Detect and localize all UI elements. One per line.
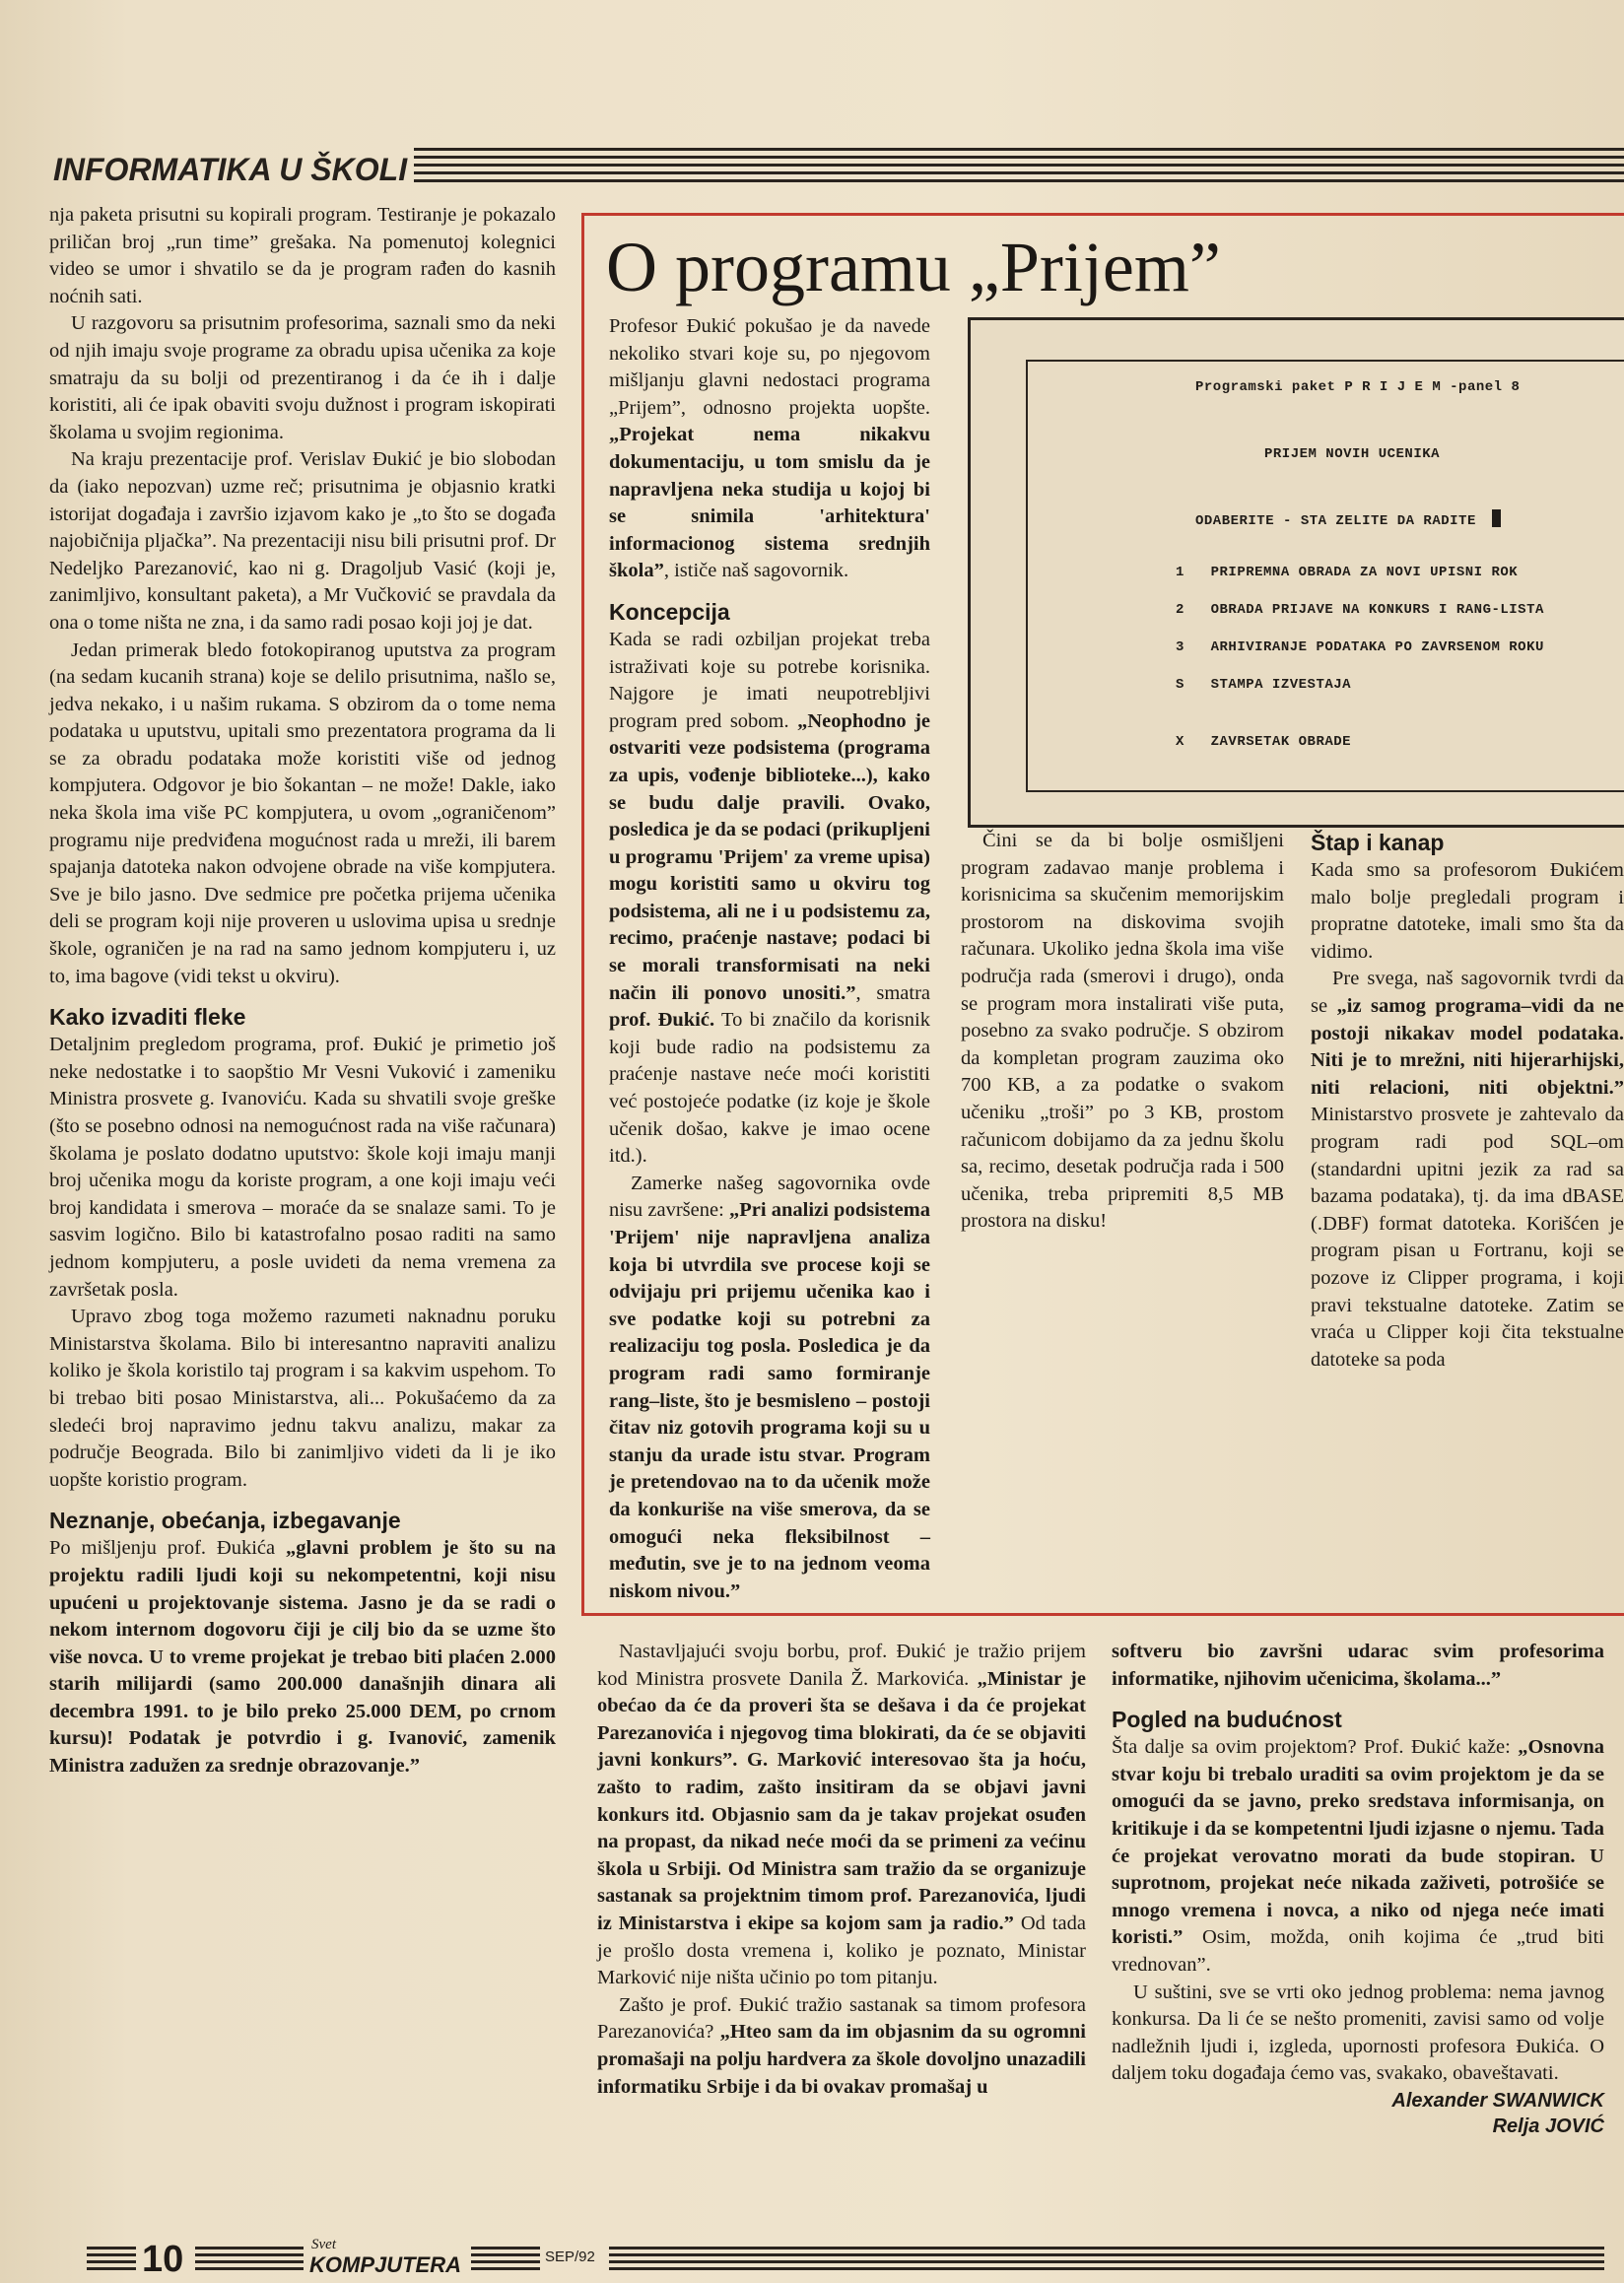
screen-header: Programski paket P R I J E M -panel 8 [1195,379,1521,395]
box-column-2 [961,828,1284,1236]
quote: „Ministar je obećao da će da proveri šta se dešava i da će projekat Parezanovića i njegovog tima blokirati, da će se objaviti javni konkurs”. G. Marković interesovao šta ja hoću, zašto to radim, zašto insitiram da se objavi javni konkurs itd. Objasnio sam da je takav projekat osuđen na propast, da nikad neće moći da se primeni za većinu škola u Srbiji. Od Ministra sam tražio da se organizuje sastanak sa projektnim timom prof. Parezanovića, ljudi iz Ministarstva i ekipe sa kojom sam ja radio.” [597,1667,1086,1934]
program-screenshot [968,317,1624,828]
paragraph: Jedan primerak bledo fotokopiranog uputstva za program (na sedam kucanih strana) koje se delilo prisutnima, našlo se, jedva nekako, i u našim rukama. S obzirom da o tome nema podataka u uputstvu, upitali smo prezentatora programa da li se za obradu podataka može koristiti više od jednog kompjutera. Odgovor je bio šokantan – ne može! Dakle, iako neka škola ima više PC kompjutera, u ovom „ograničenom” programu nije predviđena mogućnost rada u mreži, ili barem spajanja datoteka nakon odvojene obrade na više kompjutera. Sve je bilo jasno. Dve sedmice pre početka prijema učenika deli se program koji nije proveren u uslovima upisa u srednje škole, ograničen je na rad na samo jednom kompjuteru i, uz to, ima bagove (vidi tekst u okviru). [49,638,556,987]
author-signature: Alexander SWANWICK [1391,2089,1604,2112]
paragraph [609,313,930,585]
quote: „Osnovna stvar koju bi trebalo uraditi sa ovim projektom je da se omogući da se javno, preko sredstava informisanja, on kritikuje i da se kompetentni ljudi izjasne o njemu. Tada će projekat verovatno morati da bude stopiran. U suprotnom, projekat neće nikada zaživeti, potrošiće se mnogo vremena i novca, a niko od njega neće imati koristi.” [1112,1736,1604,1949]
page-footer [47,2237,1604,2280]
footer-rules [471,2247,540,2276]
paragraph: nja paketa prisutni su kopirali program. Testiranje je pokazalo priličan broj „run time” grešaka. Na pomenutoj kolegnici video se umor i shvatilo se da je program rađen do kasnih noćnih sati. [49,204,556,307]
menu-item [1176,639,1544,655]
paragraph: Kada smo sa profesorom Đukićem malo bolje pregledali program i propratne datoteke, imali smo šta da vidimo. [1311,859,1624,963]
menu-label: OBRADA PRIJAVE NA KONKURS I RANG-LISTA [1210,602,1544,618]
menu-key: S [1176,677,1184,693]
text-run: Kada se radi ozbiljan projekat treba istraživati koje su potrebe korisnika. Najgore je imati neupotrebljivi program pred sobom. [609,628,930,732]
quote: „Pri analizi podsistema 'Prijem' nije napravljena analiza koja bi utvrdila sve procese koji se odvijaju pri prijemu učenika kao i sve podatke koji su potrebni za realizaciju tog posla. Posledica je da program radi samo formiranje rang–liste, što je besmisleno – postoji čitav niz gotovih programa koji su u stanju da urade istu stvar. Program je pretendovao na to da učenik može da konkuriše na više smerova, da se omogući neka fleksibilnost – međutin, sve je to na jednom veoma niskom nivou.” [609,1199,930,1602]
paragraph [597,1992,1086,2101]
paragraph: softveru bio završni udarac svim profesorima informatike, njihovim učenicima, školama...” [1112,1641,1604,1690]
box-title: O programu „Prijem” [606,228,1221,306]
bottom-column-1 [597,1639,1086,2101]
paragraph: Detaljnim pregledom programa, prof. Đukić je primetio još neke nedostatke i to saopštio Mr Vesni Vuković i zameniku Ministra prosvete g. Ivanoviću. Kada su shvatili svoje greške (što se posebno odnosi na nemogućnost rada na više računara) školama je poslato dodatno uputstvo: škole koji imaju manji broj učenika mogu da koriste program, a one koji imaju veći broj kandidata i smerova – moraće da se snalaze sami. To je sasvim logično. Bilo bi katastrofalno posao raditi na samo jednom kompjuteru, a posle uvideti da nema vremena za završetak posla. [49,1034,556,1301]
left-column [49,202,556,1780]
subheading: Štap i kanap [1311,830,1445,855]
text-run: To bi značilo da korisnik koji bude radio na podsistemu za praćenje nastave neće moći koristiti već postojeće podatke (iz koje je škole učenik došao, kakve je imao ocene itd.). [609,1009,930,1168]
quote: „Neophodno je ostvariti veze podsistema (programa za upis, vođenje biblioteke...), kako se budu dalje pravili. Ovako, posledica je da se podaci (prikupljeni u programu 'Prijem' za vreme upisa) mogu koristiti samo u okviru tog podsistema, ali ne i u podsistemu za, recimo, praćenje nastave; podaci bi se morali transformisati na neki način ili ponovo unositi.” [609,709,930,1004]
menu-key: 1 [1176,565,1184,580]
text-run: Ministarstvo prosvete je zahtevalo da program radi pod SQL–om (standardni upitni jezik za rad sa bazama podataka), tj. da ima dBASE (.DBF) format datoteka. Korišćen je program pisan u Fortranu, koji se pozove iz Clipper programa, i koji pravi tekstualne datoteke. Zatim se vraća u Clipper koji čita tekstualne datoteke sa poda [1311,1104,1624,1371]
menu-label: ZAVRSETAK OBRADE [1210,734,1352,750]
subheading: Pogled na budućnost [1112,1707,1342,1733]
menu-label: PRIPREMNA OBRADA ZA NOVI UPISNI ROK [1210,565,1519,580]
paragraph [609,627,930,1171]
screen-subtitle: PRIJEM NOVIH UCENIKA [1264,446,1441,462]
quote: „iz samog programa–vidi da ne postoji nikakav model podataka. Niti je to mrežni, niti hijerarhijski, niti relacioni, niti objektni.” [1311,994,1624,1099]
text-run: , ističe naš sagovornik. [663,560,849,582]
text-run: Profesor Đukić pokušao je da navede nekoliko stvari koje su, po njegovom mišljanju glavni nedostaci programa „Prijem”, odnosno projekta uopšte. [609,315,930,419]
box-column-3 [1311,828,1624,1374]
quote: „glavni problem je što su na projektu radili ljudi koji su nekompetentni, koji nisu upućeni u projektovanje sistema. Jasno je da se radi o nekom internom dogovoru čiji je cilj bio da se uzme što više novca. U to vreme projekat je trebao biti plaćen 2.000 starih milijardi (samo 200.000 današnjih dinara ali decembra 1991. to je bilo preko 25.000 DEM, po crnom kursu)! Podatak je potvrdio i g. Ivanović, zamenik Ministra zadužen za srednje obrazovanje.” [49,1537,556,1778]
magazine-logo-top: Svet [311,2237,336,2252]
text-run: Šta dalje sa ovim projektom? Prof. Đukić kaže: [1112,1736,1519,1759]
menu-key: 2 [1176,602,1184,618]
magazine-name: KOMPJUTERA [309,2252,462,2277]
menu-item [1176,602,1544,618]
menu-item [1176,734,1351,750]
footer-rules [195,2247,304,2276]
text-run: Pre svega, naš sagovornik tvrdi da se [1311,968,1624,1017]
footer-rules [87,2247,136,2276]
subheading: Kako izvaditi fleke [49,1004,246,1031]
section-header [47,148,1585,191]
text-run: , smatra [855,981,930,1004]
author-signature: Relja JOVIĆ [1492,2115,1604,2137]
paragraph [597,1639,1086,1992]
prompt-text: ODABERITE - STA ZELITE DA RADITE [1195,513,1476,529]
text-run: Zamerke našeg sagovornika ovde nisu završene: [609,1172,930,1222]
page-number: 10 [142,2239,184,2280]
menu-key: 3 [1176,639,1184,655]
subheading: Koncepcija [609,598,730,625]
menu-label: ARHIVIRANJE PODATAKA PO ZAVRSENOM ROKU [1210,639,1544,655]
paragraph: U razgovoru sa prisutnim profesorima, saznali smo da neki od njih imaju svoje programe za obradu upisa učenika za koje smatraju da su bolji od prezentiranog i da će ih i dalje koristiti, ali će ipak obaviti svoju dužnost i program iskopirati školama u svojim regionima. [49,312,556,443]
text-run: Po mišljenju prof. Đukića [49,1537,287,1560]
menu-label: STAMPA IZVESTAJA [1210,677,1352,693]
menu-key: X [1176,734,1184,750]
paragraph: Na kraju prezentacije prof. Verislav Đukić je bio slobodan da (iako nepozvan) uzme reč; prisutnima je objasnio kratki istorijat događaja i završio izjavom kako je „to što se događa najobičnija pljačka”. Na prezentaciji nisu bili prisutni prof. Dr Nedeljko Parezanović, kao ni g. Dragoljub Vasić (koji je, zanimljivo, konsultant paketa), a Mr Vučković se pravdala da ona o tome ništa ne zna, i da samo radi posao koji joj je dat. [49,448,556,634]
paragraph [1311,966,1624,1374]
cursor-icon [1492,509,1501,527]
footer-rules [609,2247,1604,2276]
text-run: Osim, možda, onih kojima će „trud biti vrednovan”. [1112,1926,1604,1976]
menu-item [1176,565,1518,580]
bottom-column-2 [1112,1639,1604,2139]
paragraph [609,1171,930,1606]
text-run: Od tada je prošlo dosta vremena i, koliko je poznato, Ministar Marković nije ništa učinio po tom pitanju. [597,1912,1086,1989]
quote: „Hteo sam da im objasnim da su ogromni promašaji na polju hardvera za škole dovoljno unazadili informatiku Srbije i da bi ovakav promašaj u [597,2021,1086,2098]
menu-item [1176,677,1351,693]
text-run: Nastavljajući svoju borbu, prof. Đukić je tražio prijem kod Ministra prosvete Danila Ž. Markovića. [597,1641,1086,1690]
box-column-1 [609,313,930,1605]
section-title: INFORMATIKA U ŠKOLI [53,152,408,187]
text-run: prof. Đukić. [609,1009,715,1032]
paragraph: Upravo zbog toga možemo razumeti naknadnu poruku Ministarstva školama. Bilo bi interesantno napraviti analizu koliko je škola koristilo taj program i sa kakvim uspehom. To bi trebao biti posao Ministarstva, ali... Pokušaćemo da za sledeći broj napravimo jednu takvu analizu, makar za područje Beograda. Bilo bi zanimljivo videti da li je iko uopšte koristio program. [49,1306,556,1491]
header-rules [414,148,1624,191]
quote: „Projekat nema nikakvu dokumentaciju, u tom smislu da je napravljena neka studija u kojoj bi se snimila 'arhitektura' informacionog sistema srednjih škola” [609,424,930,582]
text-run: Zašto je prof. Đukić tražio sastanak sa timom profesora Parezanovića? [597,1993,1086,2044]
screen-prompt [1195,509,1501,529]
subheading: Neznanje, obećanja, izbegavanje [49,1508,401,1534]
paragraph [49,1535,556,1779]
paragraph [1112,1734,1604,1979]
paragraph: U suštini, sve se vrti oko jednog problema: nema javnog konkursa. Da li će se nešto promeniti, zavisi samo od volje nadležnih ljudi i, izgleda, upornosti profesora Đukića. O daljem toku događaja ćemo vas, svakako, obaveštavati. [1112,1981,1604,2085]
issue-date: SEP/92 [545,2249,595,2265]
paragraph: Čini se da bi bolje osmišljeni program zadavao manje problema i korisnicima sa skučenim memorijskim prostorom na diskovima svojih računara. Ukoliko jedna škola ima više područja rada (smerovi i drugo), onda se program mora instalirati više puta, posebno za svako područje. S obzirom da kompletan program zauzima oko 700 KB, a za podatke o svakom učeniku „troši” po 3 KB, prostom računicom dobijamo da za jednu školu sa, recimo, desetak područja rada i 500 učenika, treba pripremiti 8,5 MB prostora na disku! [961,830,1284,1233]
terminal-window [1026,360,1624,792]
